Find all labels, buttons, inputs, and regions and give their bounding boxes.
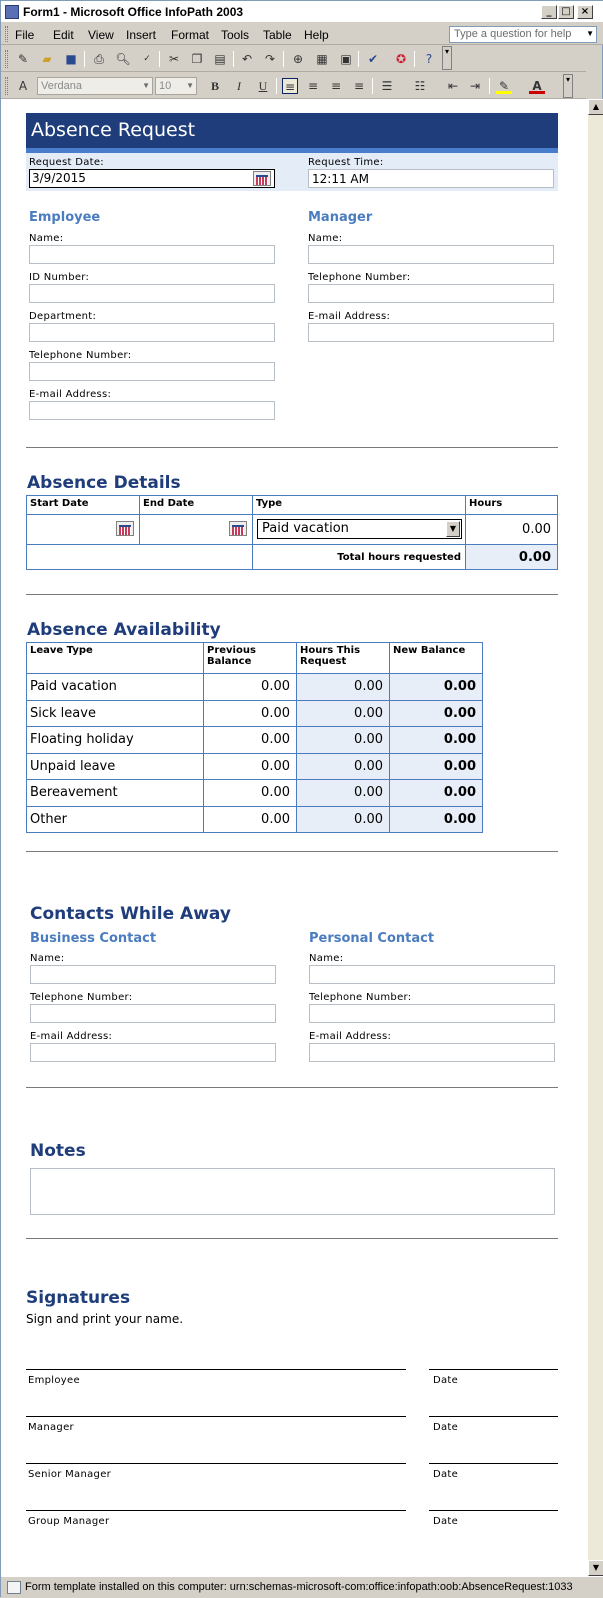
maximize-button[interactable]: □ (558, 5, 574, 19)
personal-phone-label: Telephone Number: (309, 992, 412, 1003)
formatting-toolbar (1, 73, 586, 99)
absence-availability-heading: Absence Availability (27, 620, 221, 640)
font-size-select[interactable] (155, 77, 197, 95)
start-date-input[interactable] (27, 515, 140, 545)
section-divider (26, 1087, 558, 1088)
business-phone-input[interactable] (30, 1004, 276, 1023)
col-previous-balance: Previous Balance (204, 643, 297, 674)
increase-indent-icon[interactable]: ⇥ (469, 79, 481, 93)
col-type: Type (253, 496, 466, 515)
separator (159, 51, 160, 67)
digital-signature-icon[interactable]: ✪ (395, 52, 407, 66)
absence-details-table (26, 495, 558, 570)
leave-type-cell: Bereavement (27, 780, 204, 807)
font-size-value: 10 (159, 80, 172, 92)
bullets-icon[interactable]: ☷ (414, 79, 426, 93)
copy-icon[interactable]: ❐ (191, 52, 203, 66)
menu-view[interactable] (88, 28, 114, 42)
title-bar (1, 1, 603, 23)
business-email-label: E-mail Address: (30, 1031, 113, 1042)
empty-cell (27, 545, 253, 570)
save-icon[interactable]: ■ (65, 52, 77, 66)
separator (489, 78, 490, 94)
request-time-value: 12:11 AM (312, 172, 369, 186)
hours-this-request-value: 0.00 (297, 780, 390, 807)
form-title: Absence Request (31, 119, 196, 141)
toolbar-options-chevron[interactable]: ▾ (563, 74, 573, 98)
date-label: Date (433, 1375, 459, 1386)
previous-balance-input[interactable]: 0.00 (204, 780, 297, 807)
leave-type-cell: Floating holiday (27, 727, 204, 754)
table-icon[interactable]: ▦ (316, 52, 328, 66)
vertical-scrollbar[interactable] (588, 99, 603, 1576)
availability-table (26, 642, 483, 833)
senior-manager-signature-label: Senior Manager (28, 1469, 112, 1480)
paste-icon[interactable]: ▤ (214, 52, 226, 66)
menu-label: Tools (221, 28, 250, 42)
employee-name-label: Name: (29, 233, 64, 244)
separator (283, 51, 284, 67)
date-label: Date (433, 1516, 459, 1527)
toolbar-grip[interactable] (5, 26, 8, 42)
hours-this-request-value: 0.00 (297, 674, 390, 701)
menu-label: Help (304, 28, 329, 42)
window-title: Form1 - Microsoft Office InfoPath 2003 (23, 5, 244, 19)
decrease-indent-icon[interactable]: ⇤ (447, 79, 459, 93)
hours-input[interactable]: 0.00 (466, 515, 558, 545)
font-name-select[interactable] (37, 77, 153, 95)
employee-department-input[interactable] (29, 323, 275, 342)
scroll-down-icon[interactable]: ▼ (588, 1560, 603, 1576)
hours-this-request-value: 0.00 (297, 700, 390, 727)
signature-line[interactable] (26, 1416, 406, 1417)
standard-toolbar (1, 46, 586, 72)
form-title-banner (26, 113, 558, 153)
chevron-down-icon: ▼ (186, 81, 194, 90)
request-time-input[interactable] (308, 169, 554, 188)
chevron-down-icon[interactable]: ▼ (446, 521, 460, 537)
separator (84, 51, 85, 67)
section-divider (26, 851, 558, 852)
separator (233, 51, 234, 67)
hours-this-request-value: 0.00 (297, 753, 390, 780)
personal-email-label: E-mail Address: (309, 1031, 392, 1042)
contacts-heading: Contacts While Away (30, 904, 231, 924)
menu-help[interactable] (304, 28, 329, 42)
date-line[interactable] (429, 1510, 558, 1511)
toolbar-grip[interactable] (5, 50, 8, 68)
undo-icon[interactable]: ↶ (241, 52, 253, 66)
menu-label: File (15, 28, 35, 42)
request-time-label: Request Time: (308, 157, 384, 168)
justify-icon[interactable]: ≡ (353, 79, 365, 93)
col-leave-type: Leave Type (27, 643, 204, 674)
open-folder-icon[interactable]: ▰ (42, 52, 52, 66)
spelling-icon[interactable]: ✓ (143, 54, 151, 64)
absence-type-select[interactable] (257, 519, 462, 539)
business-name-input[interactable] (30, 965, 276, 984)
new-balance-value: 0.00 (390, 753, 483, 780)
date-label: Date (433, 1422, 459, 1433)
request-info-band (26, 153, 558, 191)
help-placeholder: Type a question for help (454, 28, 572, 40)
help-icon[interactable]: ? (425, 52, 433, 66)
manager-name-label: Name: (308, 233, 343, 244)
employee-phone-label: Telephone Number: (29, 350, 132, 361)
business-name-label: Name: (30, 953, 65, 964)
form-canvas (1, 99, 588, 1576)
signatures-instruction: Sign and print your name. (26, 1312, 184, 1326)
minimize-button[interactable]: _ (541, 5, 557, 19)
notes-textarea[interactable] (30, 1168, 555, 1215)
font-name-value: Verdana (41, 80, 82, 92)
new-balance-value: 0.00 (390, 806, 483, 833)
col-new-balance: New Balance (390, 643, 483, 674)
numbering-icon[interactable]: ☰ (381, 79, 393, 93)
new-balance-value: 0.00 (390, 700, 483, 727)
calendar-icon[interactable] (253, 171, 271, 186)
employee-phone-input[interactable] (29, 362, 275, 381)
align-left-icon[interactable]: ≡ (282, 78, 298, 94)
menu-file[interactable] (15, 28, 34, 42)
redo-icon[interactable]: ↷ (264, 52, 276, 66)
request-date-value: 3/9/2015 (32, 171, 86, 185)
toolbar-grip[interactable] (5, 77, 8, 95)
personal-name-input[interactable] (309, 965, 555, 984)
absence-type-value: Paid vacation (262, 521, 349, 536)
cut-icon[interactable]: ✂ (168, 52, 180, 66)
menu-edit[interactable] (53, 28, 74, 42)
employee-heading: Employee (29, 210, 101, 225)
previous-balance-input[interactable]: 0.00 (204, 753, 297, 780)
manager-email-input[interactable] (308, 323, 554, 342)
leave-type-cell: Paid vacation (27, 674, 204, 701)
design-icon[interactable]: ✎ (17, 52, 29, 66)
help-search-input[interactable] (449, 26, 597, 43)
menu-format[interactable] (171, 28, 209, 42)
date-line[interactable] (429, 1463, 558, 1464)
calendar-icon[interactable] (229, 521, 247, 536)
notes-heading: Notes (30, 1141, 86, 1161)
close-button[interactable]: × (577, 5, 593, 19)
business-phone-label: Telephone Number: (30, 992, 133, 1003)
hours-this-request-value: 0.00 (297, 727, 390, 754)
manager-phone-input[interactable] (308, 284, 554, 303)
menu-table[interactable] (263, 28, 292, 42)
bold-icon[interactable]: B (210, 79, 219, 93)
personal-name-label: Name: (309, 953, 344, 964)
calendar-icon[interactable] (116, 521, 134, 536)
col-hours-this-request: Hours This Request (297, 643, 390, 674)
manager-phone-label: Telephone Number: (308, 272, 411, 283)
request-date-label: Request Date: (29, 157, 104, 168)
chevron-down-icon[interactable]: ▼ (586, 29, 594, 38)
menu-insert[interactable] (126, 28, 156, 42)
status-text: Form template installed on this computer: urn:schemas-microsoft-com:office:infopath:oob:AbsenceRequest:1033 (25, 1581, 573, 1593)
employee-email-label: E-mail Address: (29, 389, 112, 400)
date-label: Date (433, 1469, 459, 1480)
manager-heading: Manager (308, 210, 373, 225)
signature-line[interactable] (26, 1369, 406, 1370)
manager-signature-label: Manager (28, 1422, 74, 1433)
previous-balance-input[interactable]: 0.00 (204, 806, 297, 833)
status-bar (1, 1576, 603, 1598)
menu-label: Table (263, 28, 292, 42)
highlight-icon[interactable]: ✎ (496, 78, 512, 94)
absence-details-heading: Absence Details (27, 473, 181, 493)
col-hours: Hours (466, 496, 558, 515)
signature-line[interactable] (26, 1463, 406, 1464)
menu-label: Format (171, 28, 210, 42)
underline-icon[interactable]: U (258, 79, 268, 93)
menu-label: View (88, 28, 114, 42)
col-start-date: Start Date (27, 496, 140, 515)
new-balance-value: 0.00 (390, 674, 483, 701)
scroll-up-icon[interactable]: ▲ (588, 99, 603, 115)
new-balance-value: 0.00 (390, 780, 483, 807)
menu-label: Insert (126, 28, 157, 42)
italic-icon[interactable]: I (237, 79, 241, 93)
print-preview-icon[interactable]: 🔍︎ (115, 52, 131, 66)
separator (372, 78, 373, 94)
group-manager-signature-label: Group Manager (28, 1516, 110, 1527)
personal-email-input[interactable] (309, 1043, 555, 1062)
print-icon[interactable]: ⎙ (94, 52, 104, 66)
total-hours-label: Total hours requested (253, 545, 466, 570)
section-divider (26, 447, 558, 448)
design-task-icon[interactable]: ✔ (367, 52, 379, 66)
absence-type-cell (253, 515, 466, 545)
section-divider (26, 594, 558, 595)
styles-icon[interactable]: A (18, 79, 28, 93)
leave-type-cell: Sick leave (27, 700, 204, 727)
hyperlink-icon[interactable]: ⊕ (292, 52, 304, 66)
align-center-icon[interactable]: ≡ (307, 79, 319, 93)
manager-name-input[interactable] (308, 245, 554, 264)
employee-id-label: ID Number: (29, 272, 90, 283)
personal-contact-heading: Personal Contact (309, 931, 435, 946)
font-color-icon[interactable]: A (529, 78, 545, 94)
employee-email-input[interactable] (29, 401, 275, 420)
leave-type-cell: Other (27, 806, 204, 833)
date-line[interactable] (429, 1369, 558, 1370)
signature-line[interactable] (26, 1510, 406, 1511)
signatures-heading: Signatures (26, 1288, 131, 1308)
business-contact-heading: Business Contact (30, 931, 157, 946)
toolbar-options-chevron[interactable]: ▾ (442, 46, 452, 70)
manager-email-label: E-mail Address: (308, 311, 391, 322)
section-divider (26, 1238, 558, 1239)
hours-this-request-value: 0.00 (297, 806, 390, 833)
total-hours-value: 0.00 (466, 545, 558, 570)
previous-balance-input[interactable]: 0.00 (204, 727, 297, 754)
col-end-date: End Date (140, 496, 253, 515)
infopath-app-icon (5, 5, 19, 19)
align-right-icon[interactable]: ≡ (330, 79, 342, 93)
personal-phone-input[interactable] (309, 1004, 555, 1023)
menu-bar (1, 23, 603, 45)
end-date-input[interactable] (140, 515, 253, 545)
separator (358, 51, 359, 67)
employee-signature-label: Employee (28, 1375, 80, 1386)
menu-label: Edit (53, 28, 74, 42)
separator (276, 78, 277, 94)
request-date-input[interactable] (29, 169, 275, 188)
menu-tools[interactable] (221, 28, 249, 42)
previous-balance-input[interactable]: 0.00 (204, 700, 297, 727)
business-email-input[interactable] (30, 1043, 276, 1062)
chevron-down-icon: ▼ (142, 81, 150, 90)
employee-name-input[interactable] (29, 245, 275, 264)
previous-balance-input[interactable]: 0.00 (204, 674, 297, 701)
new-balance-value: 0.00 (390, 727, 483, 754)
separator (414, 51, 415, 67)
leave-type-cell: Unpaid leave (27, 753, 204, 780)
picture-icon[interactable]: ▣ (340, 52, 352, 66)
form-template-icon (7, 1581, 21, 1594)
employee-department-label: Department: (29, 311, 97, 322)
date-line[interactable] (429, 1416, 558, 1417)
employee-id-input[interactable] (29, 284, 275, 303)
